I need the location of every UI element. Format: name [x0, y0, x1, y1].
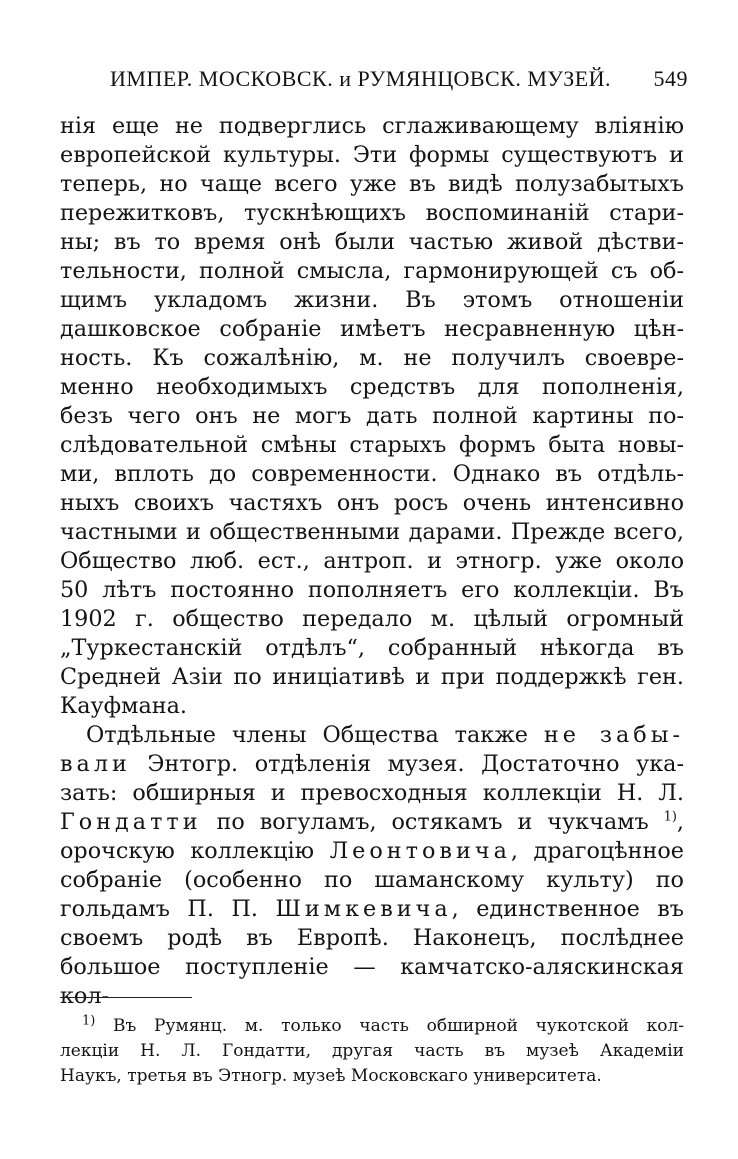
text-line: Кауфмана.: [60, 693, 187, 719]
text-line: Общество люб. ест., антроп. и этногр. уже около: [60, 548, 684, 574]
text-line: своемъ родѣ въ Европѣ. Наконецъ, послѣднее: [60, 925, 684, 951]
text-line: щимъ укладомъ жизни. Въ этомъ отношеніи: [60, 287, 684, 313]
footnote-ref: 1): [663, 809, 677, 825]
running-header: [60, 66, 688, 92]
footnote-line: Наукъ, третья въ Этногр. музеѣ Московскаго университета.: [60, 1066, 602, 1086]
text-line: собраніе (особенно по шаманскому культу) по: [60, 867, 684, 893]
text-line: дашковское собраніе имѣетъ несравненную цѣн-: [60, 316, 684, 342]
main-text: [60, 112, 684, 1011]
text-line: частными и общественными дарами. Прежде всего,: [60, 519, 684, 545]
text-line: Отдѣльные члены Общества также не забы-: [86, 722, 684, 748]
running-title: ИМПЕР. МОСКОВСК. и РУМЯНЦОВСК. МУЗЕЙ.: [110, 66, 612, 91]
footnote: [60, 1014, 684, 1089]
footnote-marker: 1): [82, 1013, 96, 1029]
text-line: пережитковъ, тускнѣющихъ воспоминаній стари-: [60, 200, 684, 226]
text-line: 50 лѣтъ постоянно пополняетъ его коллекціи. Въ: [60, 577, 684, 603]
text-line: вали Энтогр. отдѣленія музея. Достаточно ука-: [60, 751, 684, 777]
text-line: орочскую коллекцію Леонтовича, драгоцѣнное: [60, 838, 684, 864]
text-line: Гондатти по вогуламъ, остякамъ и чукчамъ $^{1)}$,: [60, 809, 684, 835]
text-line: теперь, но чаще всего уже въ видѣ полузабытыхъ: [60, 171, 684, 197]
text-line: безъ чего онъ не могъ дать полной картины по-: [60, 403, 684, 429]
text-line: слѣдовательной смѣны старыхъ формъ быта новы-: [60, 432, 684, 458]
text-line: большое поступленіе — камчатско-аляскинская кол-: [60, 954, 684, 1009]
text-line: ность. Къ сожалѣнію, м. не получилъ своевре-: [60, 345, 684, 371]
text-line: менно необходимыхъ средствъ для пополненія,: [60, 374, 684, 400]
text-line: ми, вплоть до современности. Однако въ отдѣль-: [60, 461, 684, 487]
text-line: Средней Азіи по иниціативѣ и при поддержкѣ ген.: [60, 664, 684, 690]
text-line: 1902 г. общество передало м. цѣлый огромный: [60, 606, 684, 632]
text-line: ныхъ своихъ частяхъ онъ росъ очень интенсивно: [60, 490, 684, 516]
text-line: европейской культуры. Эти формы существуютъ и: [60, 142, 684, 168]
text-line: ны; въ то время онѣ были частью живой дѣстви-: [60, 229, 684, 255]
footnote-divider: [60, 997, 192, 998]
text-line: нія еще не подверглись сглаживающему вліянію: [60, 113, 684, 139]
footnote-line: $^{1)}$ Въ Румянц. м. только часть обширной чукотской кол-: [82, 1013, 684, 1036]
text-line: гольдамъ П. П. Шимкевича, единственное въ: [60, 896, 684, 922]
text-line: зать: обширныя и превосходныя коллекціи Н. Л.: [60, 780, 684, 806]
page-number: 549: [653, 66, 688, 91]
text-line: тельности, полной смысла, гармонирующей съ об-: [60, 258, 684, 284]
footnote-line: лекціи Н. Л. Гондатти, другая часть въ музеѣ Академіи: [60, 1041, 684, 1061]
text-line: „Туркестанскій отдѣлъ“, собранный нѣкогда въ: [60, 635, 684, 661]
